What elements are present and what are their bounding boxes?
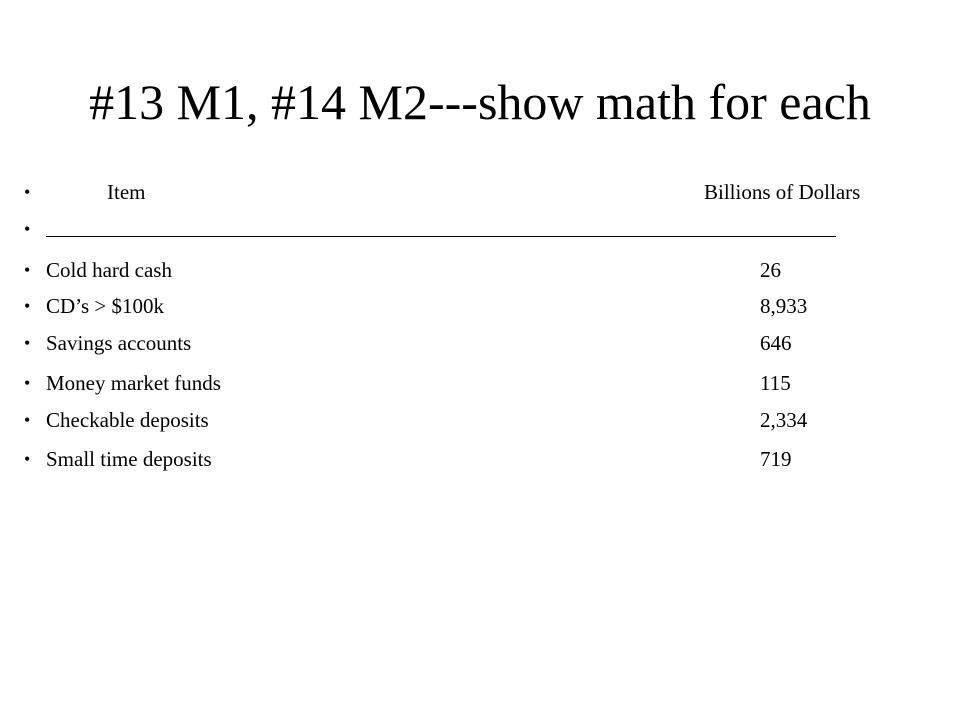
table-header — [24, 174, 904, 210]
row-value: 646 — [760, 331, 792, 355]
row-item: Savings accounts — [46, 331, 192, 355]
table-row — [24, 288, 904, 324]
row-value: 719 — [760, 447, 792, 471]
table-row — [24, 441, 904, 477]
table-row — [24, 365, 904, 401]
row-item: Checkable deposits — [46, 408, 209, 432]
row-item: Small time deposits — [46, 447, 212, 471]
row-item: Cold hard cash — [46, 258, 172, 282]
table-row — [24, 325, 904, 361]
slide-title: #13 M1, #14 M2---show math for each — [89, 74, 871, 130]
bullet-icon: • — [24, 296, 31, 316]
column-header-item: Item — [107, 180, 146, 204]
bullet-icon: • — [24, 333, 31, 353]
table-row — [24, 402, 904, 438]
divider-line — [46, 236, 836, 237]
bullet-icon: • — [24, 410, 31, 430]
column-header-value: Billions of Dollars — [704, 180, 861, 204]
row-item: CD’s > $100k — [46, 294, 165, 318]
row-value: 115 — [760, 371, 791, 395]
table-row — [24, 252, 904, 288]
bullet-icon: • — [24, 449, 31, 469]
row-value: 8,933 — [760, 294, 808, 318]
bullet-icon: • — [24, 373, 31, 393]
row-value: 2,334 — [760, 408, 808, 432]
divider-row — [24, 211, 904, 247]
bullet-icon: • — [24, 219, 31, 239]
bullet-icon: • — [24, 260, 31, 280]
bullet-icon: • — [24, 182, 31, 202]
row-value: 26 — [760, 258, 781, 282]
row-item: Money market funds — [46, 371, 221, 395]
